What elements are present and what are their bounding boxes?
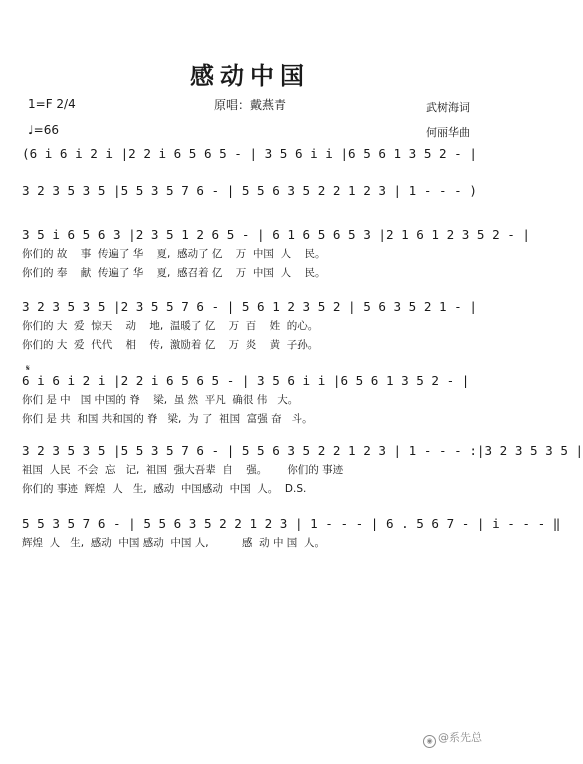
watermark [423,729,482,748]
segno-sign: 𝄋 [26,364,30,374]
notation-row: (6 i 6 i 2 i |2 2 i 6 5 6 5 - | 3 5 6 i i |6 5 6 1 3 5 2 - | [22,146,477,161]
lyric-verse-2: 你们的 大 爱 代代 相 传, 激励着 亿 万 炎 黄 子孙。 [22,339,319,351]
score-line-5 [22,373,482,426]
lyric-verse-1: 祖国 人民 不会 忘 记, 祖国 强大吾辈 自 强。 你们的 事迹 [22,464,344,476]
key-signature: 1=F 2/4 [28,97,76,111]
score-line-6 [22,443,583,496]
lyric-verse-1: 辉煌 人 生, 感动 中国 感动 中国 人, 感 动 中 国 人。 [22,537,325,549]
score-line-1 [22,146,482,161]
tempo-marking: ♩=66 [28,123,59,137]
lyricist-credit: 武树海词 [426,101,470,114]
score-line-2 [22,183,482,198]
lyric-verse-2: 你们的 事迹 辉煌 人 生, 感动 中国感动 中国 人。 D.S. [22,483,307,495]
notation-row: 3 2 3 5 3 5 |2 3 5 5 7 6 - | 5 6 1 2 3 5 2 | 5 6 3 5 2 1 - | [22,299,477,314]
watermark-text: @系先总 [438,731,482,744]
lyric-verse-1: 你们的 故 事 传遍了 华 夏, 感动了 亿 万 中国 人 民。 [22,248,326,260]
lyric-verse-2: 你们的 奉 献 传遍了 华 夏, 感召着 亿 万 中国 人 民。 [22,267,326,279]
lyric-verse-2: 你们 是 共 和国 共和国的 脊 梁, 为 了 祖国 富强 奋 斗。 [22,413,313,425]
notation-row: 3 2 3 5 3 5 |5 5 3 5 7 6 - | 5 5 6 3 5 2 2 1 2 3 | 1 - - - :|3 2 3 5 3 5 | [22,443,583,458]
score-line-7 [22,516,561,550]
notation-row: 3 5 i 6 5 6 3 |2 3 5 1 2 6 5 - | 6 1 6 5 6 5 3 |2 1 6 1 2 3 5 2 - | [22,227,530,242]
notation-row: 3 2 3 5 3 5 |5 5 3 5 7 6 - | 5 5 6 3 5 2 2 1 2 3 | 1 - - - ) [22,183,477,198]
user-icon: ◉ [423,735,436,748]
original-singer: 原唱：戴燕青 [213,98,286,112]
notation-row: 5 5 3 5 7 6 - | 5 5 6 3 5 2 2 1 2 3 | 1 - - - | 6 . 5 6 7 - | i - - - ‖ [22,516,561,531]
score-line-4 [22,299,482,352]
notation-row: 6 i 6 i 2 i |2 2 i 6 5 6 5 - | 3 5 6 i i |6 5 6 1 3 5 2 - | [22,373,470,388]
song-title: 感动中国 [190,61,310,90]
score-line-3 [22,227,530,280]
composer-credit: 何丽华曲 [426,126,470,139]
lyric-verse-1: 你们 是 中 国 中国的 脊 梁, 虽 然 平凡 确很 伟 大。 [22,394,299,406]
lyric-verse-1: 你们的 大 爱 惊天 动 地, 温暖了 亿 万 百 姓 的心。 [22,320,319,332]
